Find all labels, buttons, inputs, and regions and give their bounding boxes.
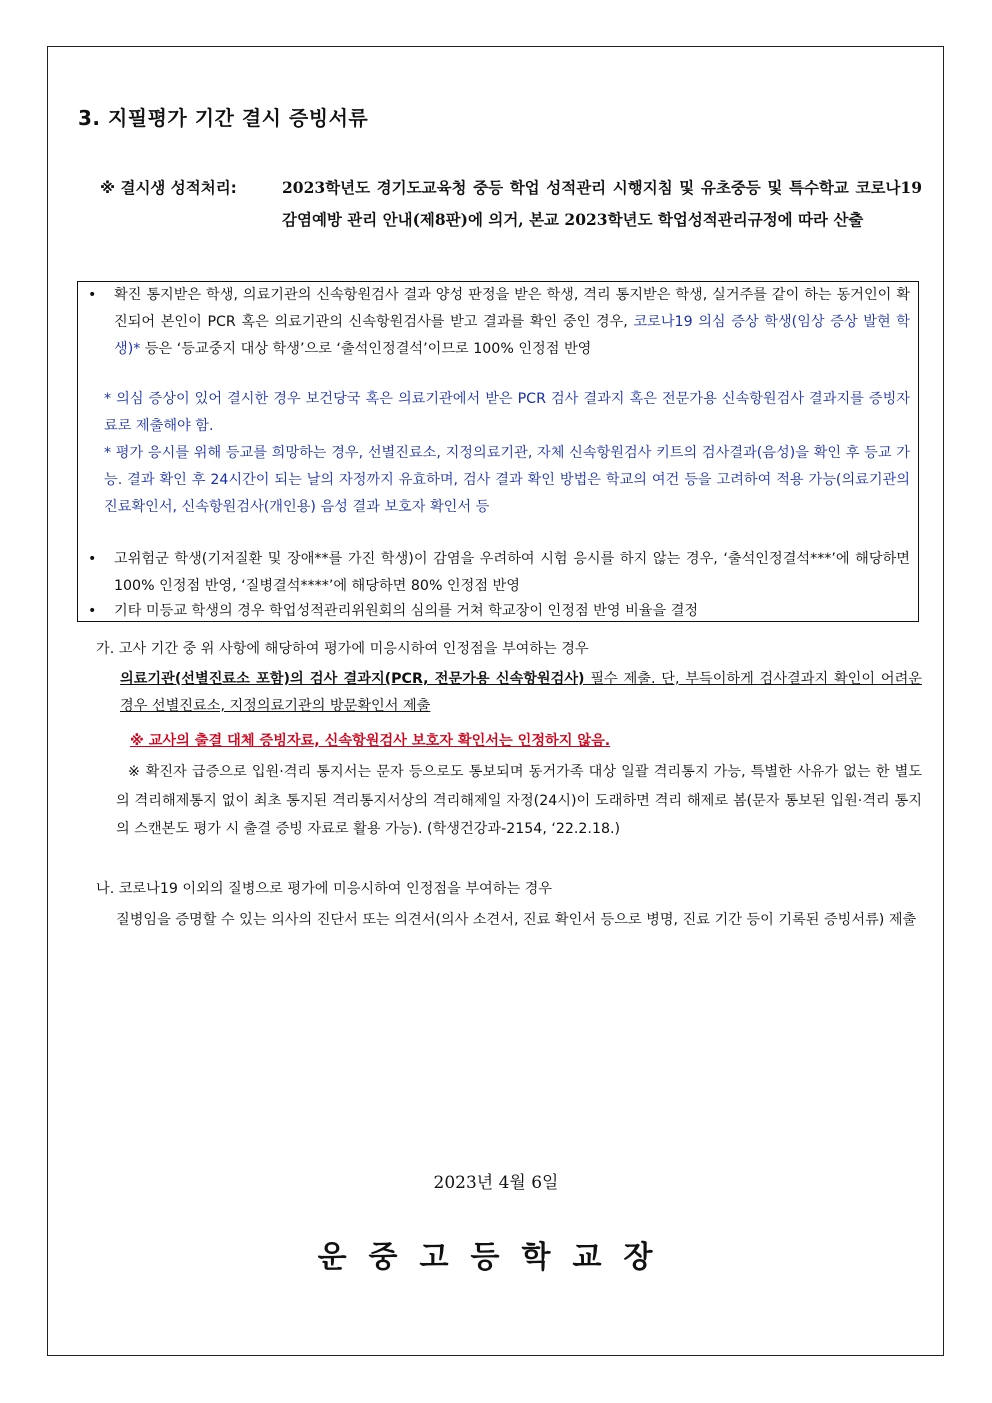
bullet-text: 고위험군 학생(기저질환 및 장애**를 가진 학생)이 감염을 우려하여 시험 응시를 하지 않는 경우, ‘출석인정결석***’에 해당하면 100% 인정점 반영, ‘질병결석****’에 해당하면 80% 인정점 반영 xyxy=(114,551,910,594)
item-ga-required-rest: 필수 제출. 단, 부득이하게 검사결과지 확인이 어려운 경우 선별진료소, 지정의료기관의 방문확인서 제출 xyxy=(120,671,923,714)
info-box xyxy=(77,281,919,622)
bullet-dot: • xyxy=(88,603,97,619)
bullet-text: 기타 미등교 학생의 경우 학업성적관리위원회의 심의를 거쳐 학교장이 인정점 반영 비율을 결정 xyxy=(114,603,699,619)
item-ga-warning: ※ 교사의 출결 대체 증빙자료, 신속항원검사 보호자 확인서는 인정하지 않음. xyxy=(130,733,611,749)
footnote-symptom: * 의심 증상이 있어 결시한 경우 보건당국 혹은 의료기관에서 받은 PCR 검사 결과지 혹은 전문가용 신속항원검사 결과지를 증빙자료로 제출해야 함. xyxy=(104,391,910,434)
document-date: 2023년 4월 6일 xyxy=(433,1173,559,1193)
item-ga-heading: 가. 고사 기간 중 위 사항에 해당하여 평가에 미응시하여 인정점을 부여하는 경우 xyxy=(96,641,589,657)
item-na-body: 질병임을 증명할 수 있는 의사의 진단서 또는 의견서(의사 소견서, 진료 확인서 등으로 병명, 진료 기간 등이 기록된 증빙서류) 제출 xyxy=(116,912,917,928)
bullet-text-part: 등은 ‘등교중지 대상 학생’으로 ‘출석인정결석’이므로 100% 인정점 반영 xyxy=(140,340,592,357)
bullet-text xyxy=(114,282,910,362)
item-ga-note: ※ 확진자 급증으로 입원·격리 통지서는 문자 등으로도 통보되며 동거가족 대상 일괄 격리통지 가능, 특별한 사유가 없는 한 별도의 격리해제통지 없이 최초 통지된 격리통지서상의 격리해제일 자정(24시)이 도래하면 격리 해제로 봄(문자 통보된 입원·격리 통지의 스캔본도 평가 시 출결 증빙 자료로 활용 가능). (학생건강과-2154, ‘22.2.18.) xyxy=(116,764,922,837)
bullet-text-highlight: 코로나19 의심 증상 학생(임상 증상 발현 학생)* xyxy=(114,313,910,357)
item-ga-required xyxy=(120,666,922,720)
grading-note-body: 2023학년도 경기도교육청 중등 학업 성적관리 시행지침 및 유초중등 및 특수학교 코로나19 감염예방 관리 안내(제8판)에 의거, 본교 2023학년도 학업성적관리규정에 따라 산출 xyxy=(282,178,922,229)
item-ga-required-bold: 의료기관(선별진료소 포함)의 검사 결과지(PCR, 전문가용 신속항원검사) xyxy=(120,671,585,687)
section-title: 3. 지필평가 기간 결시 증빙서류 xyxy=(78,106,369,130)
bullet-text-part: 확진 통지받은 학생, 의료기관의 신속항원검사 결과 양성 판정을 받은 학생, 격리 통지받은 학생, 실거주를 같이 하는 동거인이 확진되어 본인이 PCR 혹은 의료기관의 신속항원검사를 받고 결과를 확인 중인 경우, xyxy=(114,287,910,330)
bullet-dot: • xyxy=(88,287,97,303)
footnote-test: * 평가 응시를 위해 등교를 희망하는 경우, 선별진료소, 지정의료기관, 자체 신속항원검사 키트의 검사결과(음성)을 확인 후 등교 가능. 결과 확인 후 24시간이 되는 날의 자정까지 유효하며, 검사 결과 확인 방법은 학교의 여건 등을 고려하여 적용 가능(의료기관의 진료확인서, 신속항원검사(개인용) 음성 결과 보호자 확인서 등 xyxy=(104,445,910,515)
item-na-heading: 나. 코로나19 이외의 질병으로 평가에 미응시하여 인정점을 부여하는 경우 xyxy=(96,881,553,897)
bullet-dot: • xyxy=(88,551,97,567)
grading-note-head: ※ 결시생 성적처리: xyxy=(100,179,237,197)
principal-signature: 운중고등학교장 xyxy=(317,1240,675,1275)
